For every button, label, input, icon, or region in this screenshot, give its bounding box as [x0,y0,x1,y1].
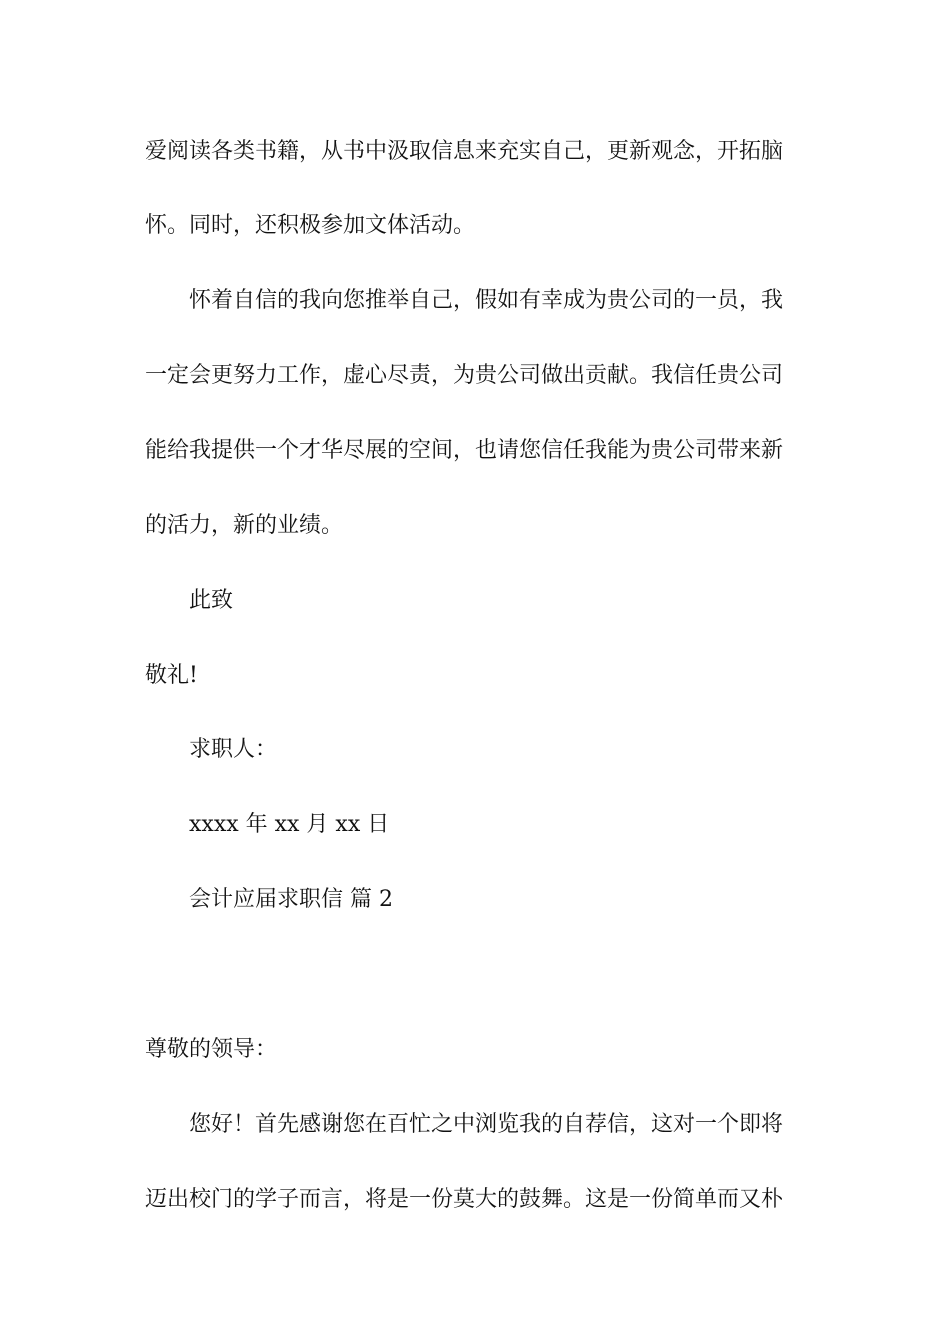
text-line: 爱阅读各类书籍，从书中汲取信息来充实自己，更新观念，开拓脑 [145,139,784,164]
signature-label: 求职人： [189,737,278,762]
text-line: 的活力，新的业绩。 [145,513,344,538]
text-line: 能给我提供一个才华尽展的空间，也请您信任我能为贵公司带来新 [145,438,784,463]
text-line: 怀。同时，还积极参加文体活动。 [145,213,476,238]
closing-salutation: 此致 [189,588,234,613]
text-line: 迈出校门的学子而言，将是一份莫大的鼓舞。这是一份简单而又朴 [145,1187,784,1212]
closing-respect: 敬礼! [145,663,198,688]
greeting: 尊敬的领导： [145,1037,278,1062]
date-line: xxxx 年 xx 月 xx 日 [189,812,390,837]
text-line: 您好！首先感谢您在百忙之中浏览我的自荐信，这对一个即将 [189,1112,784,1137]
text-line: 一定会更努力工作，虚心尽责，为贵公司做出贡献。我信任贵公司 [145,363,784,388]
text-line: 怀着自信的我向您推举自己，假如有幸成为贵公司的一员，我 [189,288,784,313]
section-heading: 会计应届求职信 篇 2 [189,887,393,912]
